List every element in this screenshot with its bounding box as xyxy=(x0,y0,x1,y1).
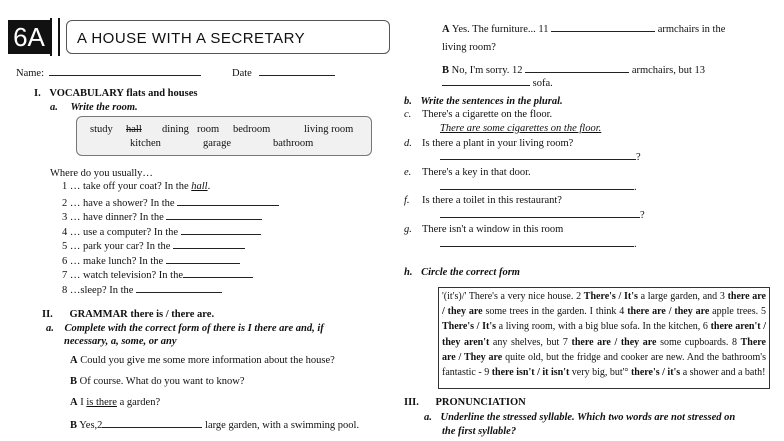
section2-heading xyxy=(42,309,214,320)
dialogue-text: Could you give me some more information about the house? xyxy=(77,355,335,366)
section3-heading xyxy=(404,397,526,408)
item-letter: f. xyxy=(404,195,410,206)
answer-blank[interactable] xyxy=(183,268,253,278)
item-text: 5 … park your car? In the xyxy=(62,241,174,252)
section3-instruction-cont: the first syllable? xyxy=(442,426,517,437)
answer-blank[interactable] xyxy=(440,150,636,160)
list-item[interactable] xyxy=(62,196,279,209)
answer-blank[interactable] xyxy=(173,239,245,249)
answer-line[interactable] xyxy=(440,208,645,221)
item-text: 8 …sleep? In the xyxy=(62,285,137,296)
dialogue-text: Of course. What do you want to know? xyxy=(77,376,245,387)
section1-heading xyxy=(34,88,197,99)
circle-exercise-text[interactable]: '(it's)/' There's a very nice house. 2 There's / It's a large garden, and 3 there are / they are some trees in the garden. I think 4 there are / they are apple trees. 5 There's / It's a living room, with a big blue sofa. In the kitchen, 6 there aren't / they aren't any shelves, but 7 there are / they are some cupboards. 8 There are / They are quite old, but the fridge and cooker are new. And the bathroom's fantastic - 9 there isn't / it isn't very big, but'° there's / it's a shower and a bath! xyxy=(442,291,767,379)
item-text: 1 … take off your coat? In the xyxy=(62,181,192,192)
item-text: There's a key in that door. xyxy=(422,167,531,178)
dialogue-line[interactable]: B Yes,2 large garden, with a swimming pool. xyxy=(70,420,360,431)
dialogue-text: Yes,2 xyxy=(77,420,103,431)
part-h-text: Circle the correct form xyxy=(421,267,520,278)
name-field[interactable] xyxy=(16,66,201,79)
item-answer: hall xyxy=(191,181,208,192)
dialogue-text: No, I'm sorry. 12 xyxy=(449,65,526,76)
unit-badge: 6A xyxy=(8,20,50,54)
item-text: There isn't a window in this room xyxy=(422,224,564,235)
dialogue-line: A I is there a garden? xyxy=(70,397,161,408)
answer-blank[interactable] xyxy=(166,210,262,220)
dialogue-text: a garden? xyxy=(116,397,161,408)
vocab-word-crossed: hall xyxy=(126,124,142,135)
section2-number: II. xyxy=(42,309,53,320)
item-end: ? xyxy=(640,210,645,221)
dialogue-text: large garden, with a swimming pool. xyxy=(202,420,360,431)
vocab-word: study xyxy=(90,124,113,135)
dialogue-text: armchairs, but 13 xyxy=(629,65,705,76)
list-item[interactable] xyxy=(62,239,245,252)
dialogue-text: living room? xyxy=(442,42,496,53)
section2-a-label: a. xyxy=(46,323,54,334)
dialogue-text: I xyxy=(77,397,87,408)
answer-blank[interactable] xyxy=(177,196,279,206)
section2-instruction-cont: necessary, a, some, or any xyxy=(64,336,177,347)
part-h-instruction xyxy=(404,267,520,278)
section3-instruction xyxy=(424,412,735,423)
answer-blank[interactable] xyxy=(442,76,530,86)
page-title: A HOUSE WITH A SECRETARY xyxy=(77,30,306,47)
section2-instruction xyxy=(46,323,324,334)
item-letter: e. xyxy=(404,167,412,178)
dialogue-text: Yes. The furniture... 11 xyxy=(449,24,552,35)
section3-title: PRONUNCIATION xyxy=(435,397,526,408)
item-text: Is there a toilet in this restaurant? xyxy=(422,195,562,206)
section3-number: III. xyxy=(404,397,419,408)
vocab-word: kitchen xyxy=(130,138,161,149)
item-text: 2 … have a shower? In the xyxy=(62,198,178,209)
answer-blank[interactable] xyxy=(166,254,240,264)
vocab-word: garage xyxy=(203,138,231,149)
item-text: 4 … use a computer? In the xyxy=(62,227,181,238)
item-end: . xyxy=(634,239,637,250)
item-letter: g. xyxy=(404,224,412,235)
answer-blank[interactable] xyxy=(102,418,202,428)
dialogue-answer: is there xyxy=(86,397,117,408)
date-blank[interactable] xyxy=(259,66,335,76)
vocab-word: living room xyxy=(304,124,354,135)
answer-line[interactable] xyxy=(440,150,641,163)
date-label: Date xyxy=(232,68,252,79)
item-text: Is there a plant in your living room? xyxy=(422,138,574,149)
title-box xyxy=(66,20,390,54)
part-b-label: b. xyxy=(404,96,412,107)
answer-blank[interactable] xyxy=(181,225,261,235)
answer-blank[interactable] xyxy=(440,180,634,190)
part-h-label: h. xyxy=(404,267,413,278)
section3-a-text-1: Underline the stressed syllable. Which two words are not stressed on xyxy=(440,412,736,423)
item-answer: There are some cigarettes on the floor. xyxy=(440,123,602,134)
where-intro: Where do you usually… xyxy=(50,168,153,179)
item-letter: c. xyxy=(404,109,412,120)
item-text: 3 … have dinner? In the xyxy=(62,212,167,223)
section1-instruction xyxy=(50,102,138,113)
vocab-word: room xyxy=(197,124,220,135)
dialogue-line: B Of course. What do you want to know? xyxy=(70,376,245,387)
vocabulary-box xyxy=(76,116,372,156)
answer-blank[interactable] xyxy=(440,237,634,247)
vocab-word: bedroom xyxy=(233,124,271,135)
item-text: 7 … watch television? In the xyxy=(62,270,184,281)
section3-a-label: a. xyxy=(424,412,432,423)
answer-blank[interactable] xyxy=(551,22,655,32)
dialogue-text: armchairs in the xyxy=(655,24,726,35)
section1-a-text: Write the room. xyxy=(70,102,138,113)
speaker: A xyxy=(442,24,450,35)
list-item[interactable] xyxy=(62,225,261,238)
section2-a-text-1: Complete with the correct form of there is I there are and, if xyxy=(64,323,324,334)
item-end: ? xyxy=(636,152,641,163)
dialogue-line: A Could you give me some more information about the house? xyxy=(70,355,335,366)
dialogue-line[interactable] xyxy=(442,63,705,76)
list-item[interactable] xyxy=(62,254,240,267)
answer-line[interactable] xyxy=(440,180,637,193)
dialogue-text: sofa. xyxy=(530,78,553,89)
date-field[interactable] xyxy=(232,66,335,79)
part-b-text: Write the sentences in the plural. xyxy=(420,96,563,107)
part-b-instruction xyxy=(404,96,563,107)
list-item xyxy=(62,181,210,192)
list-item[interactable] xyxy=(62,210,262,223)
name-label: Name: xyxy=(16,68,44,79)
answer-blank[interactable] xyxy=(136,283,222,293)
item-end: . xyxy=(207,181,211,192)
vocab-word: bathroom xyxy=(273,138,314,149)
vocab-word: dining xyxy=(162,124,189,135)
badge-divider xyxy=(50,18,60,56)
dialogue-line[interactable] xyxy=(442,22,725,35)
section1-a-label: a. xyxy=(50,102,58,113)
list-item[interactable] xyxy=(62,268,253,281)
list-item[interactable] xyxy=(62,283,222,296)
item-text: 6 … make lunch? In the xyxy=(62,256,166,267)
name-blank[interactable] xyxy=(49,66,201,76)
speaker: B xyxy=(442,65,450,76)
section1-title: VOCABULARY flats and houses xyxy=(49,88,198,99)
item-text: There's a cigarette on the floor. xyxy=(422,109,553,120)
section1-number: I. xyxy=(34,88,41,99)
item-letter: d. xyxy=(404,138,412,149)
answer-blank[interactable] xyxy=(525,63,629,73)
answer-line[interactable] xyxy=(440,237,637,250)
answer-blank[interactable] xyxy=(440,208,640,218)
dialogue-line[interactable] xyxy=(442,76,553,89)
item-end: . xyxy=(634,182,637,193)
section2-title: GRAMMAR there is / there are. xyxy=(69,309,215,320)
